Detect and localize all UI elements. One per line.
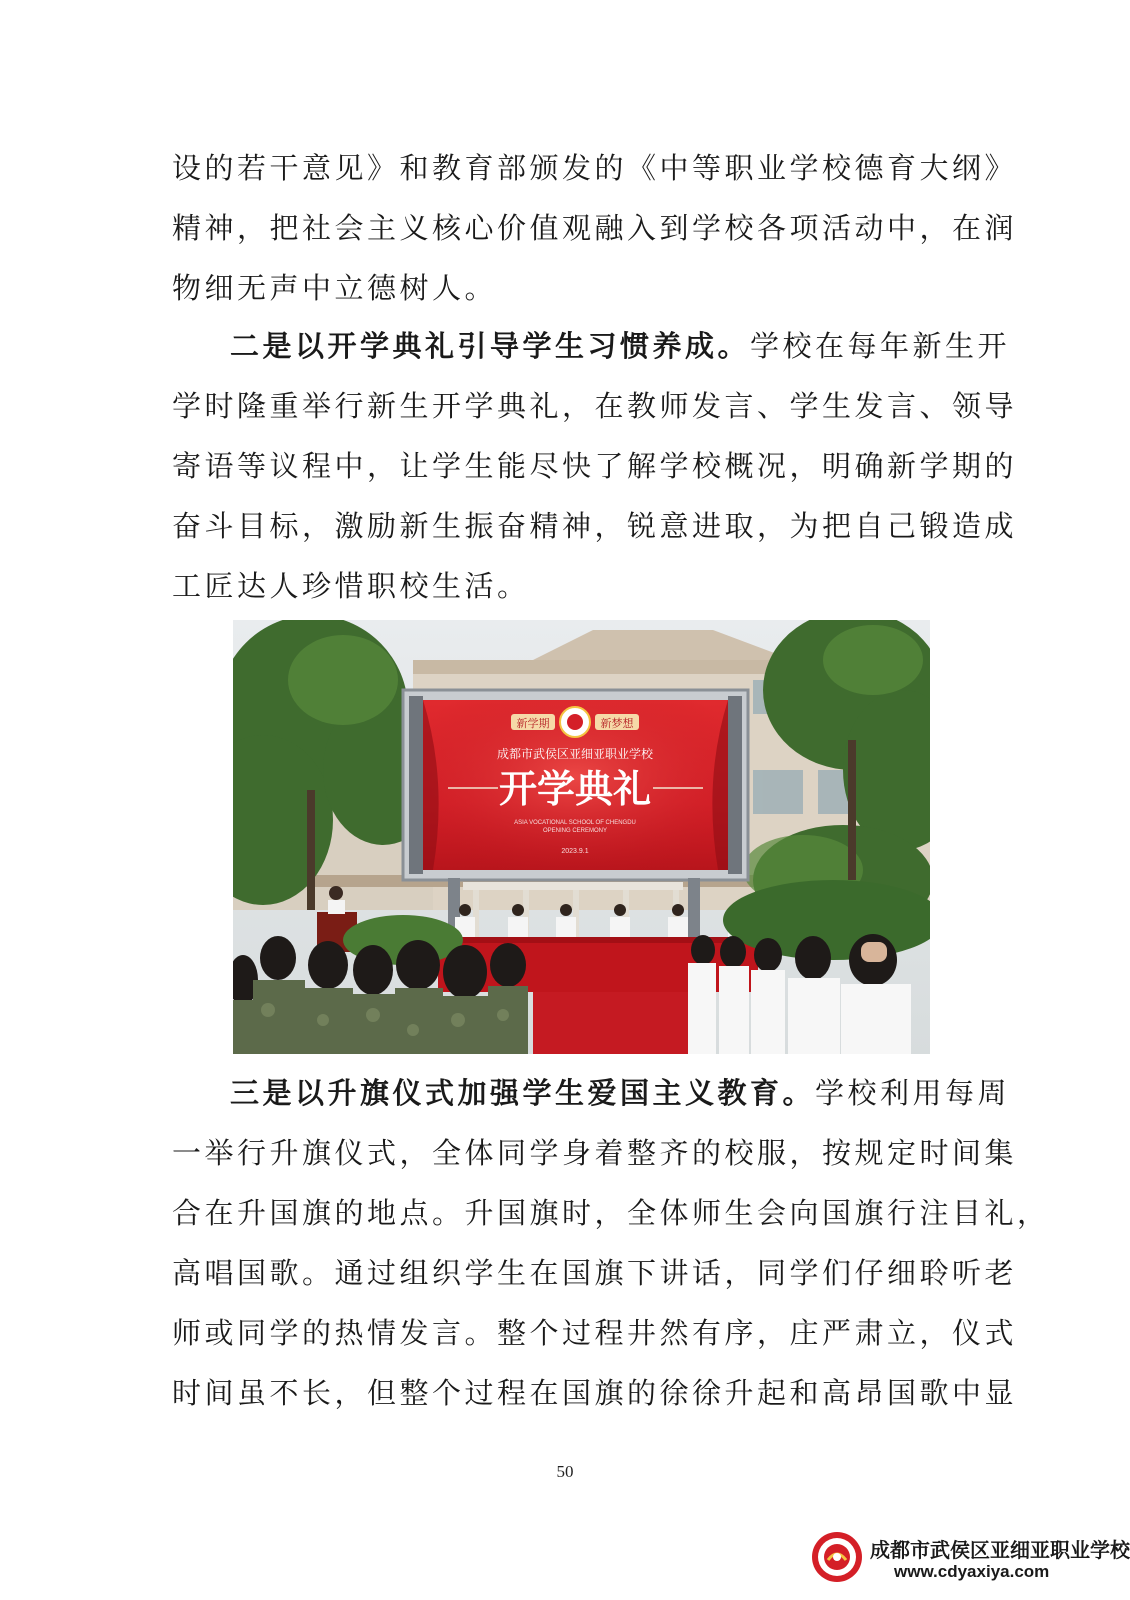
text-line: 师或同学的热情发言。整个过程井然有序，庄严肃立，仪式 [172,1316,1018,1350]
text-line: 物细无声中立德树人。 [172,271,498,305]
line-rest: 学校在每年新生开 [750,329,1011,363]
screen-tag-right: 新梦想 [600,717,634,730]
screen-english-1: ASIA VOCATIONAL SCHOOL OF CHENGDU [514,820,636,826]
bold-lead: 三是以升旗仪式加强学生爱国主义教育。 [230,1076,816,1110]
school-watermark [810,1528,1130,1588]
text-line: 时间虽不长，但整个过程在国旗的徐徐升起和高昂国歌中显 [172,1376,1018,1410]
paragraph-3 [172,1063,1050,1423]
text-line [172,1063,1011,1123]
screen-english-2: OPENING CEREMONY [542,828,608,834]
text-line: 一举行升旗仪式，全体同学身着整齐的校服，按规定时间集 [172,1136,1018,1170]
text-line: 合在升国旗的地点。升国旗时，全体师生会向国旗行注目礼， [172,1196,1050,1230]
screen-tag-left: 新学期 [516,717,550,730]
screen-date: 2023.9.1 [561,848,589,855]
paragraph-1 [172,138,1018,318]
text-line: 高唱国歌。通过组织学生在国旗下讲话，同学们仔细聆听老 [172,1256,1018,1290]
watermark-school-name: 成都市武侯区亚细亚职业学校 [870,1538,1130,1562]
opening-ceremony-photo [233,620,930,1054]
text-line [172,316,1011,376]
page-number: 50 [556,1462,574,1481]
text-line: 设的若干意见》和教育部颁发的《中等职业学校德育大纲》 [172,151,1018,185]
watermark-url: www.cdyaxiya.com [894,1562,1050,1581]
teachers-white-shirts [688,934,911,1054]
screen-title: 开学典礼 [498,767,652,811]
text-line: 寄语等议程中，让学生能尽快了解学校概况，明确新学期的 [172,449,1018,483]
screen-school-name: 成都市武侯区亚细亚职业学校 [496,747,654,761]
text-line: 学时隆重举行新生开学典礼，在教师发言、学生发言、领导 [172,389,1018,423]
line-rest: 学校利用每周 [815,1076,1011,1110]
paragraph-2 [172,316,1018,616]
bold-lead: 二是以开学典礼引导学生习惯养成。 [230,329,751,363]
text-line: 工匠达人珍惜职校生活。 [172,569,530,603]
text-line: 精神，把社会主义核心价值观融入到学校各项活动中，在润 [172,211,1018,245]
text-line: 奋斗目标，激励新生振奋精神，锐意进取，为把自己锻造成 [172,509,1018,543]
school-seal-icon [810,1530,864,1584]
